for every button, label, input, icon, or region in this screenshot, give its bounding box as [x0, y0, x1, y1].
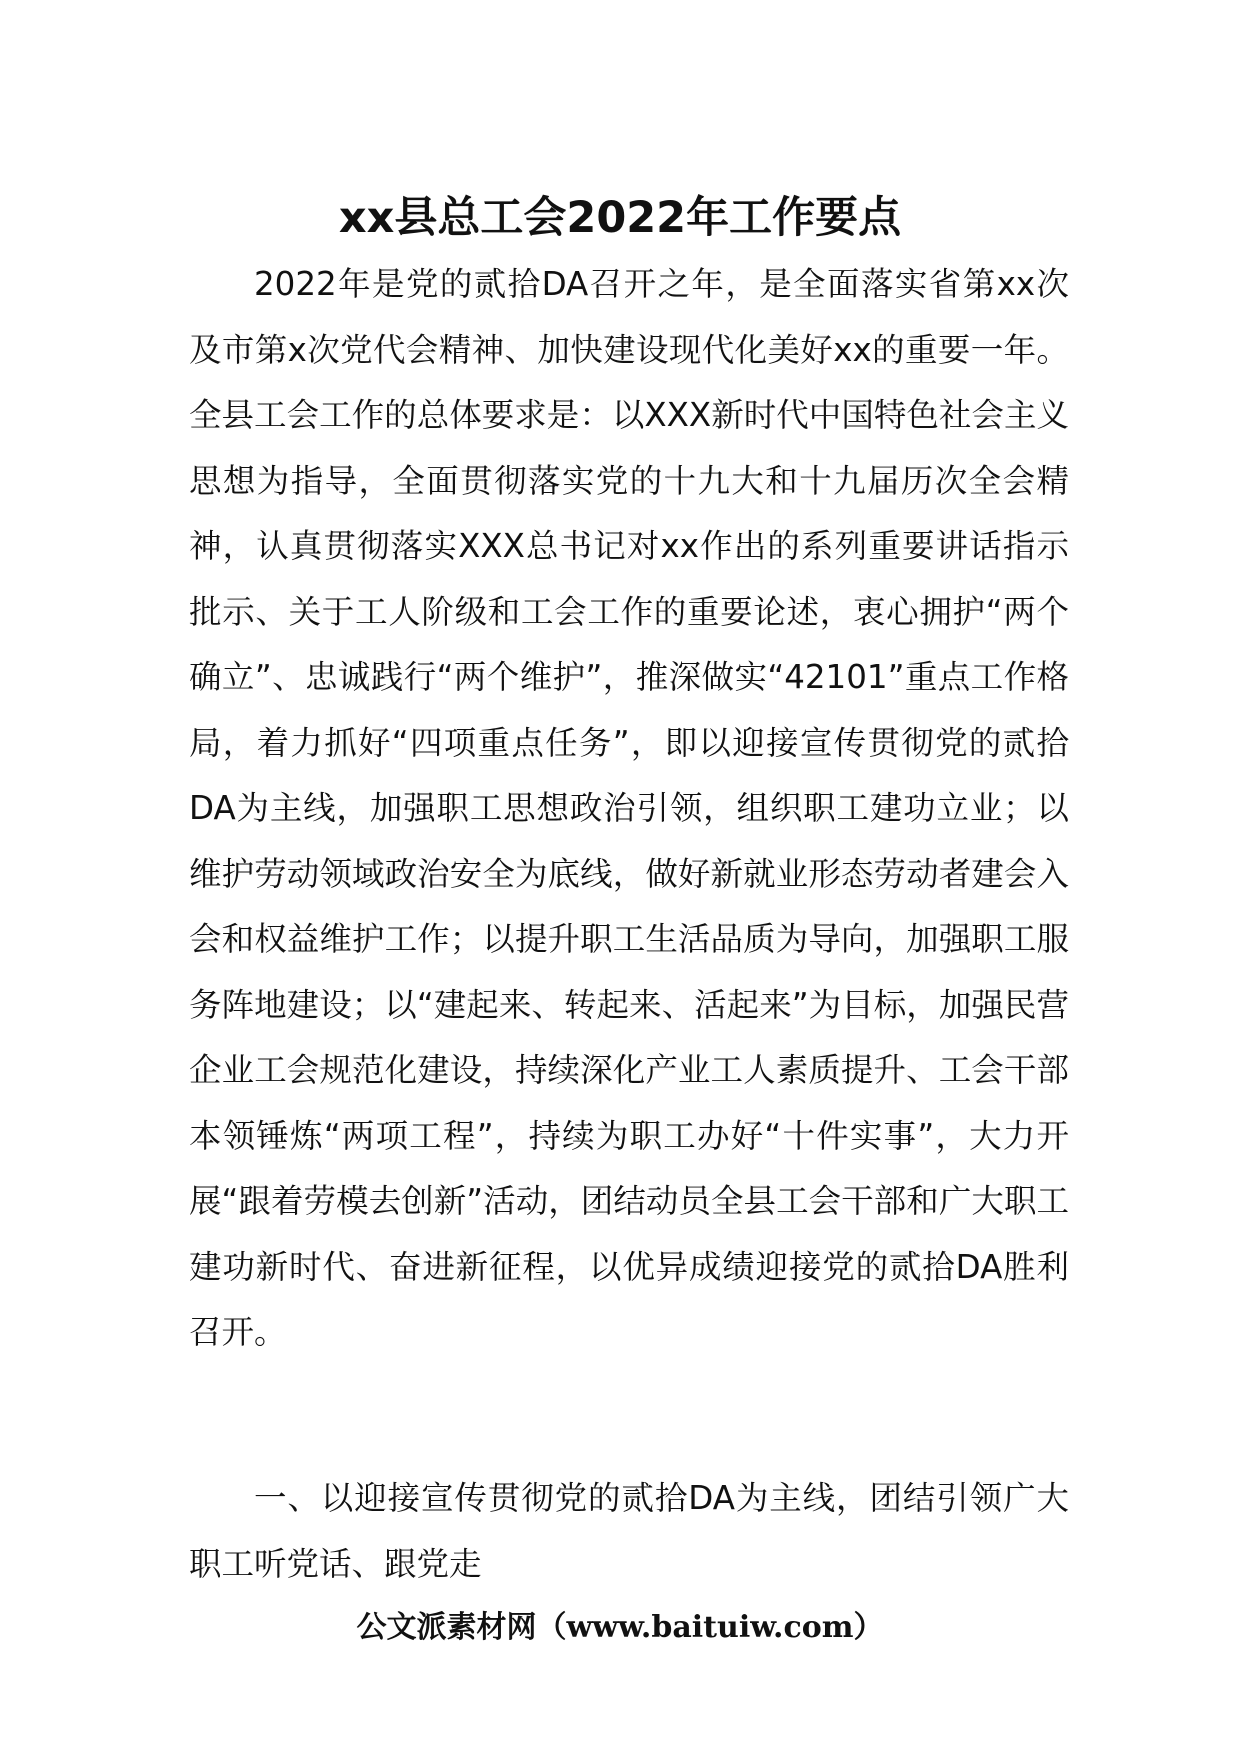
footer-watermark-text: 公文派素材网（www.baituiw.com）: [356, 1610, 884, 1645]
intro-paragraph: 2022年是党的贰拾DA召开之年，是全面落实省第xx次及市第x次党代会精神、加快建设现代化美好xx的重要一年。全县工会工作的总体要求是：以XXX新时代中国特色社会主义思想为指导，全面贯彻落实党的十九大和十九届历次全会精神，认真贯彻落实XXX总书记对xx作出的系列重要讲话指示批示、关于工人阶级和工会工作的重要论述，衷心拥护“两个确立”、忠诚践行“两个维护”，推深做实“42101”重点工作格局，着力抓好“四项重点任务”，即以迎接宣传贯彻党的贰拾DA为主线，加强职工思想政治引领，组织职工建功立业；以维护劳动领域政治安全为底线，做好新就业形态劳动者建会入会和权益维护工作；以提升职工生活品质为导向，加强职工服务阵地建设；以“建起来、转起来、活起来”为目标，加强民营企业工会规范化建设，持续深化产业工人素质提升、工会干部本领锤炼“两项工程”，持续为职工办好“十件实事”，大力开展“跟着劳模去创新”活动，团结动员全县工会干部和广大职工建功新时代、奋进新征程，以优异成绩迎接党的贰拾DA胜利召开。: [189, 265, 1069, 1351]
document-title: xx县总工会2022年工作要点: [338, 193, 902, 243]
section-heading-paragraph: 一、以迎接宣传贯彻党的贰拾DA为主线，团结引领广大职工听党话、跟党走: [189, 1479, 1069, 1583]
